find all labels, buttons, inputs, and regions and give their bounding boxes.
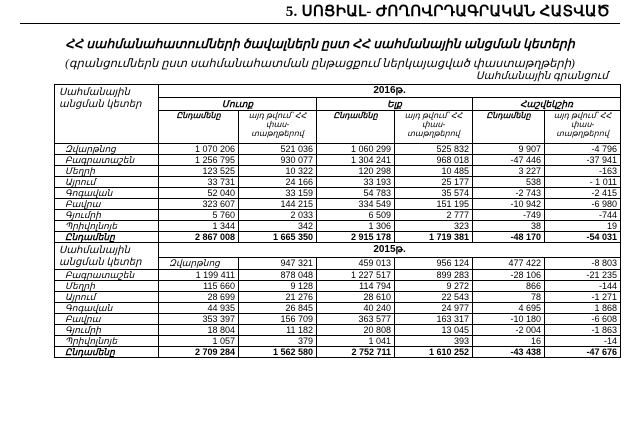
row-value: -2 004 (473, 325, 545, 336)
row-label: Պրիվոլնոյե (55, 336, 159, 347)
table-row (55, 221, 621, 232)
row-value: 21 276 (239, 292, 317, 303)
total-row (55, 347, 621, 358)
row-value: 33 193 (317, 177, 395, 188)
row-value: 20 808 (317, 325, 395, 336)
total-value: 2 867 008 (159, 232, 239, 243)
corner-header: Սահմանային անցման կետեր (55, 243, 159, 270)
row-value: 115 660 (159, 281, 239, 292)
row-label: Բավրա (55, 199, 159, 210)
row-label: Բագրատաշեն (55, 155, 159, 166)
table-row (55, 155, 621, 166)
row-label: Բավրա (55, 314, 159, 325)
row-value: 52 040 (159, 188, 239, 199)
table-row (55, 188, 621, 199)
row-label: Գոգավան (55, 303, 159, 314)
corner-header: Սահմանային անցման կետեր (55, 85, 159, 144)
total-value: -43 438 (473, 347, 545, 358)
subheader-of-which: այդ թվում՝ ՀՀ փաս-տաթղթերով (395, 111, 473, 144)
row-value: 18 804 (159, 325, 239, 336)
table-row (55, 210, 621, 221)
row-value: -6 980 (545, 199, 621, 210)
year-header: 2015թ. (159, 243, 621, 258)
row-value: 342 (239, 221, 317, 232)
year-row (55, 85, 621, 98)
total-value: 1 610 252 (395, 347, 473, 358)
row-value: 379 (239, 336, 317, 347)
subheader-total: Ընդամենը (317, 111, 395, 144)
row-value: 156 709 (239, 314, 317, 325)
row-value: 930 077 (239, 155, 317, 166)
row-value: 1 041 (317, 336, 395, 347)
row-value: 866 (473, 281, 545, 292)
total-value: 2 752 711 (317, 347, 395, 358)
row-label: Գյումրի (55, 210, 159, 221)
row-value: 1 304 241 (317, 155, 395, 166)
row-value: 2 033 (239, 210, 317, 221)
row-value: 13 045 (395, 325, 473, 336)
row-value: 323 607 (159, 199, 239, 210)
row-value: -749 (473, 210, 545, 221)
row-label: Բագրատաշեն (55, 270, 159, 281)
year-header: 2016թ. (159, 85, 621, 98)
row-label: Գոգավան (55, 188, 159, 199)
total-value: -54 031 (545, 232, 621, 243)
row-value: 525 832 (395, 144, 473, 155)
row-value: 363 577 (317, 314, 395, 325)
row-value: 9 907 (473, 144, 545, 155)
row-value: 24 166 (239, 177, 317, 188)
row-value: 24 977 (395, 303, 473, 314)
row-value: 11 182 (239, 325, 317, 336)
row-value: 334 549 (317, 199, 395, 210)
table-row (55, 281, 621, 292)
row-value: 28 610 (317, 292, 395, 303)
row-label: Զվարթնոց (159, 257, 239, 269)
table-row (55, 144, 621, 155)
row-value: 151 195 (395, 199, 473, 210)
row-value: 44 935 (159, 303, 239, 314)
row-value: -2 415 (545, 188, 621, 199)
table-row (55, 336, 621, 347)
row-value: 2 777 (395, 210, 473, 221)
row-value: -10 942 (473, 199, 545, 210)
row-value: 10 485 (395, 166, 473, 177)
total-row (55, 232, 621, 243)
row-value: -2 743 (473, 188, 545, 199)
total-value: -48 170 (473, 232, 545, 243)
total-value: 1 719 381 (395, 232, 473, 243)
row-value: 1 199 411 (159, 270, 239, 281)
row-label: Մեղրի (55, 281, 159, 292)
row-value: 33 731 (159, 177, 239, 188)
row-value: 19 (545, 221, 621, 232)
unit-label: Սահմանային գրանցում (475, 71, 608, 82)
total-value: 1 665 350 (239, 232, 317, 243)
row-value: -14 (545, 336, 621, 347)
row-value: 956 124 (395, 257, 473, 269)
group-entry: Մուտք (159, 98, 317, 111)
row-value: -1 271 (545, 292, 621, 303)
table-row (55, 314, 621, 325)
row-value: -1 863 (545, 325, 621, 336)
total-value: 1 562 580 (239, 347, 317, 358)
row-value: 459 013 (317, 257, 395, 269)
row-value: 9 128 (239, 281, 317, 292)
row-value: 144 215 (239, 199, 317, 210)
row-value: - 1 011 (545, 177, 621, 188)
row-value: -8 803 (545, 257, 621, 269)
row-value: 1 070 206 (159, 144, 239, 155)
row-value: -21 235 (545, 270, 621, 281)
row-value: -144 (545, 281, 621, 292)
row-value: 353 397 (159, 314, 239, 325)
subheader-total: Ընդամենը (159, 111, 239, 144)
total-value: 2 915 178 (317, 232, 395, 243)
total-label: Ընդամենը (55, 232, 159, 243)
row-value: 28 699 (159, 292, 239, 303)
row-value: 1 868 (545, 303, 621, 314)
row-value: 899 283 (395, 270, 473, 281)
row-value: 114 794 (317, 281, 395, 292)
row-value: 968 018 (395, 155, 473, 166)
row-value: 1 256 795 (159, 155, 239, 166)
row-label: Զվարթնոց (55, 144, 159, 155)
table-row (55, 177, 621, 188)
row-value: 78 (473, 292, 545, 303)
row-label: Մեղրի (55, 166, 159, 177)
row-value: 1 227 517 (317, 270, 395, 281)
row-value: 54 783 (317, 188, 395, 199)
header-rule (20, 23, 620, 24)
row-value: -47 446 (473, 155, 545, 166)
row-value: 120 298 (317, 166, 395, 177)
row-label: Այրում (55, 292, 159, 303)
row-value: 123 525 (159, 166, 239, 177)
row-value: 10 322 (239, 166, 317, 177)
row-value: -37 941 (545, 155, 621, 166)
row-value: -10 180 (473, 314, 545, 325)
row-value: 521 036 (239, 144, 317, 155)
total-value: -47 676 (545, 347, 621, 358)
group-balance: Հաշվեկշիռ (473, 98, 621, 111)
row-value: 9 272 (395, 281, 473, 292)
row-value: 33 159 (239, 188, 317, 199)
row-value: 538 (473, 177, 545, 188)
row-value: -163 (545, 166, 621, 177)
total-value: 2 709 284 (159, 347, 239, 358)
subheader-of-which: այդ թվում՝ ՀՀ փաս-տաթղթերով (239, 111, 317, 144)
table-title: ՀՀ սահմանահատումների ծավալներն ըստ ՀՀ սահմանային անցման կետերի (65, 37, 575, 51)
row-value: 5 760 (159, 210, 239, 221)
row-value: 878 048 (239, 270, 317, 281)
row-value: -28 106 (473, 270, 545, 281)
row-value: 947 321 (239, 257, 317, 269)
table-row (55, 270, 621, 281)
table-row (55, 303, 621, 314)
subheader-of-which: այդ թվում՝ ՀՀ փաս-տաթղթերով (545, 111, 621, 144)
group-exit: Ելք (317, 98, 473, 111)
total-label: Ընդամենը (55, 347, 159, 358)
row-value: 393 (395, 336, 473, 347)
row-value: 6 509 (317, 210, 395, 221)
row-value: 25 177 (395, 177, 473, 188)
table-row (55, 325, 621, 336)
row-value: 323 (395, 221, 473, 232)
table-row (55, 166, 621, 177)
row-label: Այրում (55, 177, 159, 188)
row-value: 1 344 (159, 221, 239, 232)
row-value: 1 057 (159, 336, 239, 347)
table-row (55, 292, 621, 303)
row-value: -6 608 (545, 314, 621, 325)
border-crossings-table (54, 84, 621, 358)
row-label: Պրիվոլնոյե (55, 221, 159, 232)
row-value: 35 574 (395, 188, 473, 199)
row-value: 38 (473, 221, 545, 232)
subheader-total: Ընդամենը (473, 111, 545, 144)
row-value: 16 (473, 336, 545, 347)
row-value: 26 845 (239, 303, 317, 314)
row-value: 1 060 299 (317, 144, 395, 155)
row-label: Գյումրի (55, 325, 159, 336)
table-body (55, 85, 621, 358)
row-value: -744 (545, 210, 621, 221)
row-value: 3 227 (473, 166, 545, 177)
year-row (55, 243, 621, 258)
table-row (55, 199, 621, 210)
table-subtitle: (գրանցումներն ըստ սահմանահատման ընթացքում ներկայացված փաստաթղթերի) (65, 58, 575, 70)
row-value: 40 240 (317, 303, 395, 314)
row-value: -4 796 (545, 144, 621, 155)
row-value: 477 422 (473, 257, 545, 269)
row-value: 22 543 (395, 292, 473, 303)
section-header: 5. ՍՈՑԻԱԼ- ԺՈՂՈՎՐԴԱԳՐԱԿԱՆ ՀԱՏՎԱԾ (285, 4, 610, 20)
row-value: 4 695 (473, 303, 545, 314)
row-value: 1 306 (317, 221, 395, 232)
row-value: 163 317 (395, 314, 473, 325)
